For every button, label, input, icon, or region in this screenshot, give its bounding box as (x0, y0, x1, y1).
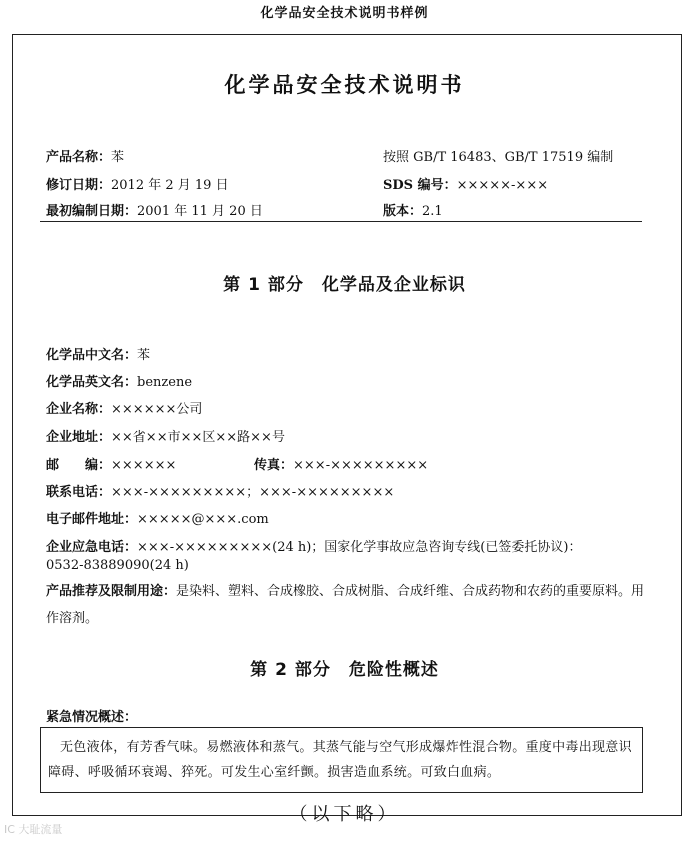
fax-value: ×××-××××××××× (293, 458, 429, 473)
emergency-phone-label: 企业应急电话： (46, 540, 138, 555)
phone-value: ×××-×××××××××；×××-××××××××× (111, 485, 395, 500)
postcode-value: ×××××× (111, 458, 177, 473)
fax-field (254, 454, 428, 473)
company-value: ××××××公司 (111, 402, 203, 417)
revision-date-value: 2012 年 2 月 19 日 (111, 178, 229, 193)
first-compiled-value: 2001 年 11 月 20 日 (137, 204, 263, 219)
product-name-line (46, 146, 124, 165)
emergency-phone-field (46, 536, 581, 555)
address-label: 企业地址： (46, 430, 112, 445)
usage-label: 产品推荐及限制用途： (46, 584, 177, 599)
email-field (46, 508, 269, 527)
omitted-note: （以下略） (289, 804, 400, 825)
version-value: 2.1 (422, 204, 443, 219)
cn-name-label: 化学品中文名： (46, 348, 138, 363)
revision-date-line (46, 174, 229, 193)
emergency-phone-line2: 0532-83889090(24 h) (46, 558, 189, 573)
postcode-label: 邮 编： (46, 458, 112, 473)
en-name-value: benzene (137, 375, 193, 390)
usage-field (46, 578, 656, 632)
cn-name-value: 苯 (137, 348, 151, 363)
en-name-label: 化学品英文名： (46, 375, 138, 390)
header-divider (40, 221, 642, 222)
version-line (383, 200, 443, 219)
en-name-field (46, 371, 192, 390)
section-1-title: 第 1 部分 化学品及企业标识 (223, 275, 466, 295)
emergency-overview-label: 紧急情况概述： (46, 710, 138, 725)
first-compiled-line (46, 200, 263, 219)
usage-value: 是染料、塑料、合成橡胶、合成树脂、合成纤维、合成药物和农药的重要原料。用作溶剂。 (46, 584, 645, 626)
email-value: ×××××@×××.com (137, 512, 269, 527)
phone-field (46, 481, 394, 500)
company-field (46, 398, 202, 417)
sds-number-label: SDS 编号： (383, 178, 457, 193)
document-title: 化学品安全技术说明书 (224, 73, 465, 97)
page-header: 化学品安全技术说明书样例 (260, 6, 429, 21)
email-label: 电子邮件地址： (46, 512, 138, 527)
address-field (46, 426, 285, 445)
cn-name-field (46, 344, 150, 363)
revision-date-label: 修订日期： (46, 178, 112, 193)
first-compiled-label: 最初编制日期： (46, 204, 138, 219)
product-name-label: 产品名称： (46, 150, 112, 165)
company-label: 企业名称： (46, 402, 112, 417)
phone-label: 联系电话： (46, 485, 112, 500)
postcode-field (46, 454, 176, 473)
watermark: IC 大耻流量 (4, 823, 63, 836)
version-label: 版本： (383, 204, 423, 219)
emergency-overview-text: 无色液体，有芳香气味。易燃液体和蒸气。其蒸气能与空气形成爆炸性混合物。重度中毒出现意识障碍、呼吸循环衰竭、猝死。可发生心室纤颤。损害造血系统。可致白血病。 (48, 740, 632, 780)
product-name-value: 苯 (111, 150, 125, 165)
section-2-title: 第 2 部分 危险性概述 (250, 660, 439, 680)
sds-number-line (383, 174, 548, 193)
compiled-by: 按照 GB/T 16483、GB/T 17519 编制 (383, 150, 614, 165)
fax-label: 传真： (254, 458, 294, 473)
sds-number-value: ×××××-××× (456, 178, 549, 193)
address-value: ××省××市××区××路××号 (111, 430, 285, 445)
emergency-phone-value: ×××-×××××××××(24 h)；国家化学事故应急咨询专线(已签委托协议)： (137, 540, 582, 555)
